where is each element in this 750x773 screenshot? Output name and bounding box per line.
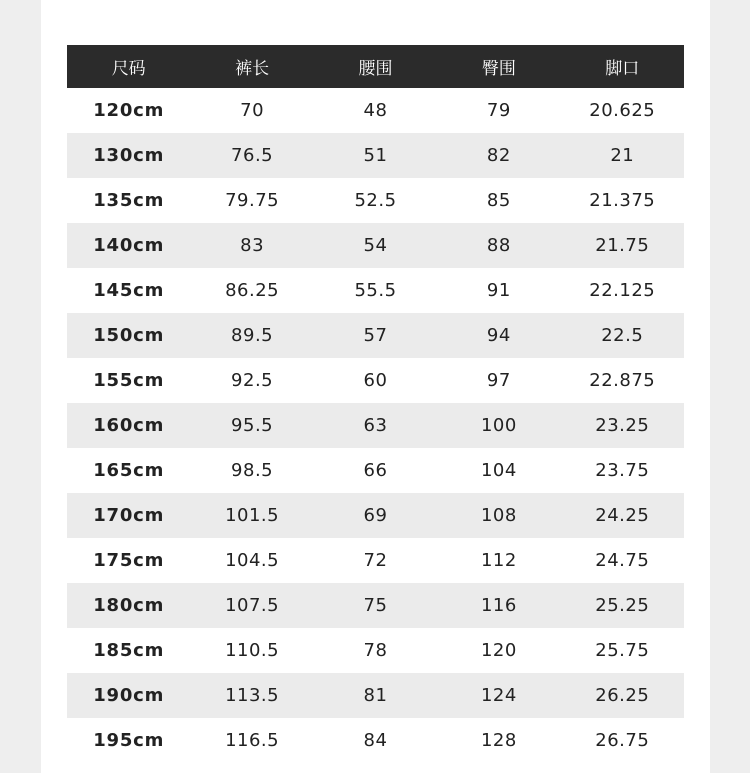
table-row [67, 628, 684, 673]
cell-pants-length: 89.5 [190, 313, 313, 358]
cell-waist: 69 [314, 493, 437, 538]
cell-waist: 52.5 [354, 190, 397, 211]
cell-hip: 88 [437, 223, 560, 268]
cell-hip: 100 [437, 403, 560, 448]
cell-leg-opening: 21.375 [589, 190, 656, 211]
cell-pants-length: 92.5 [231, 370, 274, 391]
cell-size: 185cm [93, 640, 165, 661]
cell-waist: 48 [363, 100, 388, 121]
cell-size: 135cm [93, 190, 165, 211]
table-row [67, 448, 684, 493]
cell-size: 190cm [67, 673, 190, 718]
cell-hip: 94 [437, 313, 560, 358]
table-row [67, 493, 684, 538]
cell-waist: 57 [314, 313, 437, 358]
cell-size: 130cm [67, 133, 190, 178]
cell-leg-opening: 21 [561, 133, 684, 178]
cell-leg-opening: 22.5 [561, 313, 684, 358]
cell-leg-opening: 24.25 [561, 493, 684, 538]
cell-pants-length: 107.5 [190, 583, 313, 628]
cell-waist: 63 [314, 403, 437, 448]
table-row [67, 673, 684, 718]
cell-leg-opening: 22.125 [589, 280, 656, 301]
cell-leg-opening: 22.875 [589, 370, 656, 391]
table-row [67, 403, 684, 448]
size-chart-table [67, 45, 684, 763]
cell-size: 150cm [67, 313, 190, 358]
cell-waist: 60 [363, 370, 388, 391]
cell-leg-opening: 26.25 [561, 673, 684, 718]
header-pants-length: 裤长 [190, 45, 313, 88]
cell-waist: 51 [314, 133, 437, 178]
table-row [67, 313, 684, 358]
cell-waist: 66 [363, 460, 388, 481]
cell-waist: 72 [363, 550, 388, 571]
cell-pants-length: 86.25 [225, 280, 280, 301]
cell-hip: 120 [480, 640, 517, 661]
cell-leg-opening: 25.25 [561, 583, 684, 628]
cell-pants-length: 101.5 [190, 493, 313, 538]
cell-waist: 81 [314, 673, 437, 718]
table-row [67, 133, 684, 178]
cell-pants-length: 83 [190, 223, 313, 268]
table-row [67, 178, 684, 223]
cell-waist: 75 [314, 583, 437, 628]
cell-size: 170cm [67, 493, 190, 538]
cell-leg-opening: 23.75 [595, 460, 650, 481]
cell-waist: 54 [314, 223, 437, 268]
cell-size: 165cm [93, 460, 165, 481]
table-row [67, 223, 684, 268]
table-header-row [67, 45, 684, 88]
cell-pants-length: 98.5 [231, 460, 274, 481]
cell-leg-opening: 26.75 [595, 730, 650, 751]
cell-hip: 104 [480, 460, 517, 481]
table-row [67, 583, 684, 628]
cell-leg-opening: 20.625 [589, 100, 656, 121]
cell-pants-length: 79.75 [225, 190, 280, 211]
header-waist: 腰围 [314, 45, 437, 88]
cell-leg-opening: 25.75 [595, 640, 650, 661]
table-body [67, 88, 684, 763]
header-size: 尺码 [67, 45, 190, 88]
cell-size: 180cm [67, 583, 190, 628]
cell-waist: 84 [363, 730, 388, 751]
table-row [67, 538, 684, 583]
cell-hip: 108 [437, 493, 560, 538]
cell-pants-length: 110.5 [225, 640, 280, 661]
cell-hip: 85 [486, 190, 511, 211]
cell-pants-length: 116.5 [225, 730, 280, 751]
cell-waist: 55.5 [354, 280, 397, 301]
table-row [67, 358, 684, 403]
cell-size: 145cm [93, 280, 165, 301]
cell-leg-opening: 24.75 [595, 550, 650, 571]
cell-hip: 116 [437, 583, 560, 628]
cell-waist: 78 [363, 640, 388, 661]
cell-pants-length: 104.5 [225, 550, 280, 571]
cell-hip: 112 [480, 550, 517, 571]
cell-leg-opening: 23.25 [561, 403, 684, 448]
cell-size: 155cm [93, 370, 165, 391]
cell-hip: 124 [437, 673, 560, 718]
header-hip: 臀围 [437, 45, 560, 88]
cell-pants-length: 113.5 [190, 673, 313, 718]
table-row [67, 88, 684, 133]
cell-hip: 97 [486, 370, 511, 391]
cell-size: 160cm [67, 403, 190, 448]
cell-size: 140cm [67, 223, 190, 268]
cell-pants-length: 76.5 [190, 133, 313, 178]
cell-leg-opening: 21.75 [561, 223, 684, 268]
cell-size: 195cm [93, 730, 165, 751]
cell-hip: 82 [437, 133, 560, 178]
cell-hip: 79 [486, 100, 511, 121]
cell-size: 120cm [93, 100, 165, 121]
table-row [67, 718, 684, 763]
cell-hip: 91 [486, 280, 511, 301]
cell-size: 175cm [93, 550, 165, 571]
table-row [67, 268, 684, 313]
cell-pants-length: 70 [240, 100, 265, 121]
header-leg-opening: 脚口 [561, 45, 684, 88]
cell-pants-length: 95.5 [190, 403, 313, 448]
cell-hip: 128 [480, 730, 517, 751]
